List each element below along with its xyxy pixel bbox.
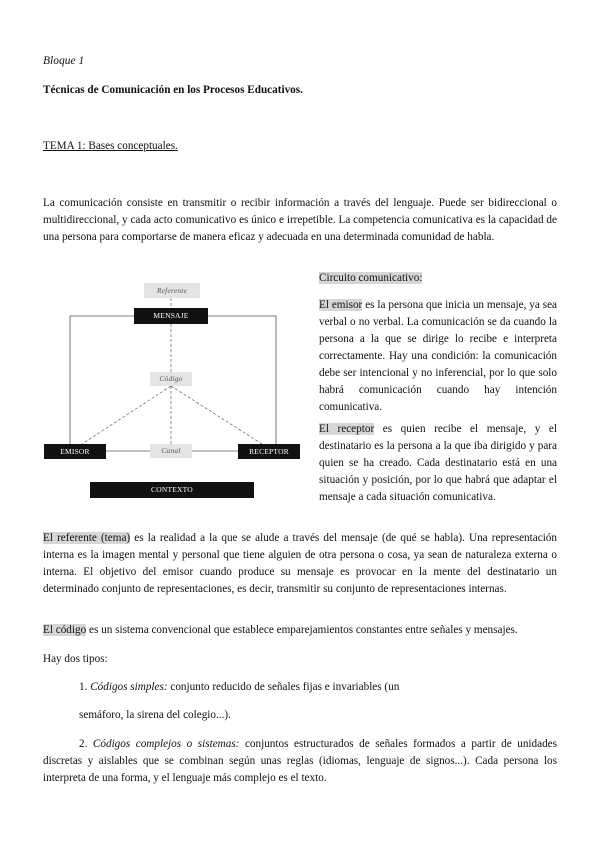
mensaje-box: MENSAJE <box>134 308 208 324</box>
tipos-line: Hay dos tipos: <box>43 653 108 665</box>
emisor-paragraph <box>319 297 557 416</box>
list-item-1 <box>79 679 557 696</box>
section-heading: TEMA 1: Bases conceptuales. <box>43 140 178 152</box>
list-item-2 <box>43 736 557 787</box>
emisor-box: EMISOR <box>44 444 106 459</box>
receptor-text: es quien recibe el mensaje, y el destinatario es la persona a la que iba dirigido y para quien se ha creado. Cada destinatario está en una situación y posición, por lo que habrá que adaptar el mensaje a cada situación comunicativa. <box>319 423 557 503</box>
referente-text: es la realidad a la que se alude a través del mensaje (de qué se habla). Una representación interna es la imagen mental y personal que tiene alguien de otra persona o cosa, ya sean de naturaleza externa o interna. El objetivo del emisor cuando produce su mensaje es provocar en la mente del destinatario un determinado conjunto de representaciones, es decir, transmitir su conjunto de representaciones internas. <box>43 532 557 595</box>
intro-paragraph: La comunicación consiste en transmitir o recibir información a través del lenguaje. Puede ser bidireccional o multidireccional, y cada acto comunicativo es único e irrepetible. La competencia comunicativa es la capacidad de una persona para comportarse de manera eficaz y adecuada en una determinada comunidad de habla. <box>43 197 557 243</box>
document-title: Técnicas de Comunicación en los Procesos Educativos. <box>43 84 303 96</box>
referente-paragraph <box>43 530 557 598</box>
item2-term: Códigos complejos o sistemas: <box>92 738 240 750</box>
circuit-subheading <box>319 270 557 287</box>
codigo-paragraph <box>43 622 557 639</box>
item1-text: conjunto reducido de señales fijas e invariables (un <box>167 681 400 693</box>
referente-term: El referente (tema) <box>43 532 131 544</box>
item2-text: conjuntos estructurados de señales formados a partir de unidades discretas y aislables que se combinan según unas reglas (idiomas, lenguaje de signos...). Cada persona los interpreta de una forma, y el lenguaje más complejo es el texto. <box>43 738 557 784</box>
list-item-1-continuation: semáforo, la sirena del colegio...). <box>79 709 231 721</box>
referente-box: Referente <box>144 283 200 298</box>
canal-box: Canal <box>150 444 192 458</box>
item2-number: 2. <box>79 738 93 750</box>
item1-term: Códigos simples: <box>90 681 168 693</box>
emisor-term: El emisor <box>319 299 363 311</box>
block-label: Bloque 1 <box>43 55 85 67</box>
contexto-box: CONTEXTO <box>90 482 254 498</box>
codigo-term: El código <box>43 624 87 636</box>
codigo-text: es un sistema convencional que establece emparejamientos constantes entre señales y mensajes. <box>86 624 518 636</box>
receptor-term: El receptor <box>319 423 375 435</box>
circuit-title: Circuito comunicativo: <box>319 272 423 284</box>
communication-circuit-diagram <box>40 280 302 502</box>
emisor-text: es la persona que inicia un mensaje, ya sea verbal o no verbal. La comunicación se da cuando la persona a la que se dirige lo recibe e interpreta correctamente. Hay una condición: la comunicación debe ser intencional y no inferencial, por lo que solo habrá comunicación cuando hay intención comunicativa. <box>319 299 557 413</box>
codigo-box: Código <box>150 372 192 386</box>
receptor-paragraph <box>319 421 557 506</box>
receptor-box: RECEPTOR <box>238 444 300 459</box>
item1-number: 1. <box>79 681 91 693</box>
